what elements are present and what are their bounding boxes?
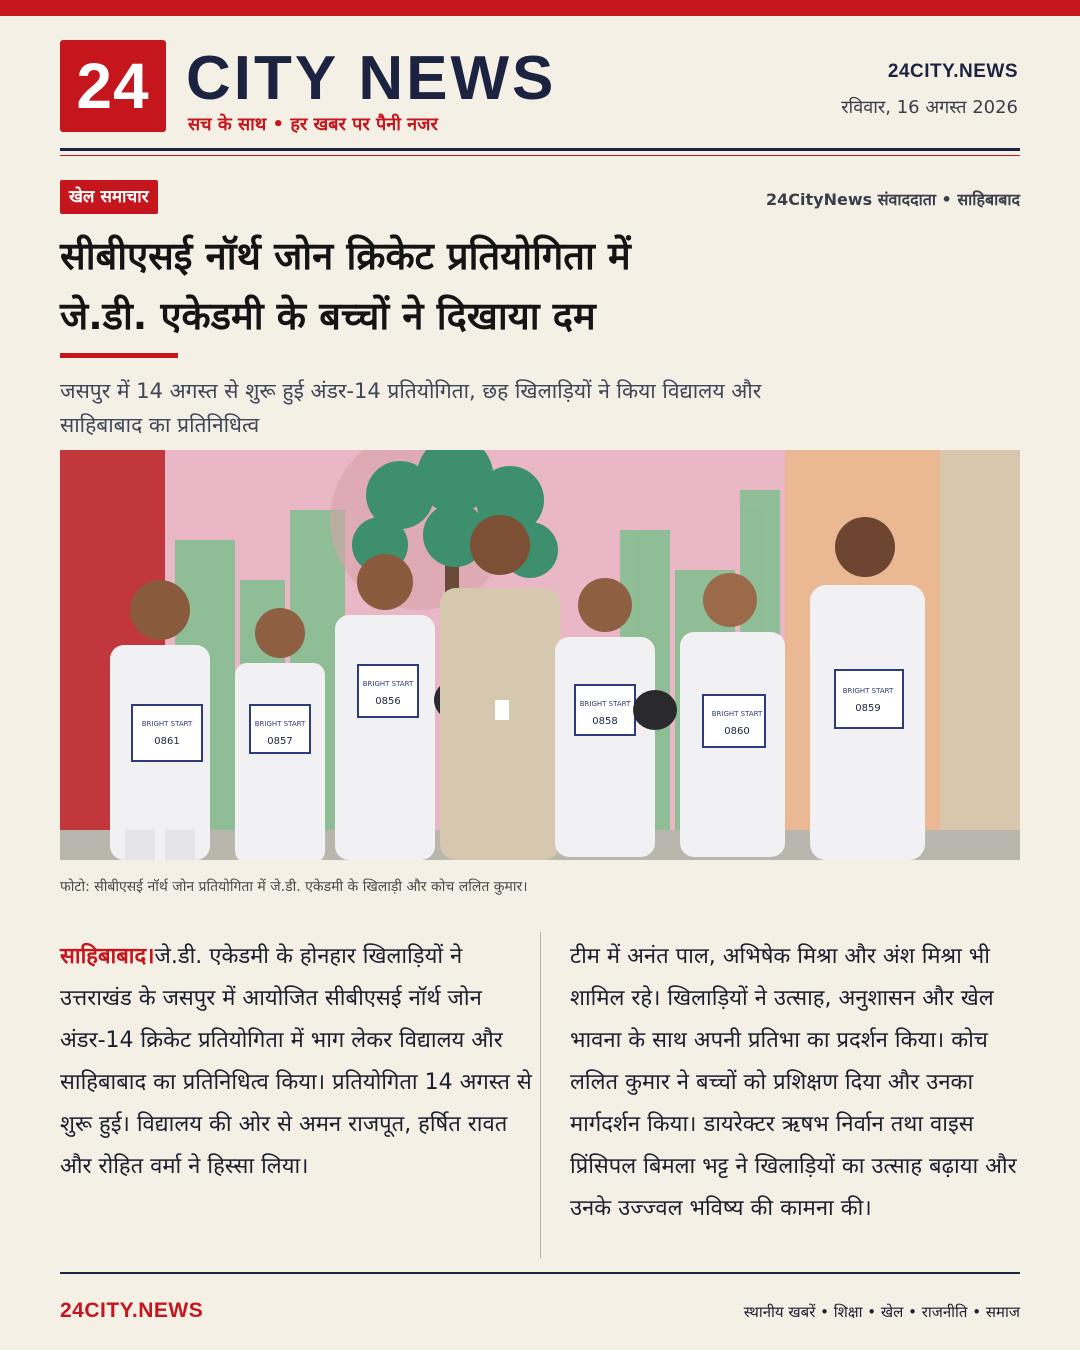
bib-number: 0859 [855, 703, 881, 714]
footer-rule [60, 1272, 1020, 1274]
tagline: सच के साथ • हर खबर पर पैनी नजर [188, 114, 438, 135]
column-2-text: टीम में अनंत पाल, अभिषेक मिश्रा और अंश मिश्रा भी शामिल रहे। खिलाड़ियों ने उत्साह, अनुशासन और खेल भावना के साथ अपनी प्रतिभा का प्रदर्शन किया। कोच ललित कुमार ने बच्चों को प्रशिक्षण दिया और उनका मार्गदर्शन किया। डायरेक्टर ऋषभ निर्वान तथा वाइस प्रिंसिपल बिमला भट्ट ने खिलाड़ियों का उत्साह बढ़ाया और उनके उज्ज्वल भविष्य की कामना की। [570, 944, 1017, 1221]
photo-caption: फोटो: सीबीएसई नॉर्थ जोन प्रतियोगिता में जे.डी. एकेडमी के खिलाड़ी और कोच ललित कुमार। [60, 879, 528, 895]
dateline: साहिबाबाद। [60, 944, 155, 969]
bib-label: BRIGHT START [362, 680, 414, 688]
article-column-2 [570, 936, 1030, 1230]
headline-line-1: सीबीएसई नॉर्थ जोन क्रिकेट प्रतियोगिता में [60, 234, 631, 278]
article-column-1 [60, 936, 536, 1188]
bib-label: BRIGHT START [842, 687, 894, 695]
headline-accent [60, 353, 178, 358]
footer-site-url[interactable]: 24CITY.NEWS [60, 1299, 204, 1322]
bib-label: BRIGHT START [711, 710, 763, 718]
site-url[interactable]: 24CITY.NEWS [887, 61, 1018, 82]
bib-label: BRIGHT START [579, 700, 631, 708]
column-1-text: जे.डी. एकेडमी के होनहार खिलाड़ियों ने उत्तराखंड के जसपुर में आयोजित सीबीएसई नॉर्थ जोन अंडर-14 क्रिकेट प्रतियोगिता में भाग लेकर विद्यालय और साहिबाबाद का प्रतिनिधित्व किया। प्रतियोगिता 14 अगस्त से शुरू हुई। विद्यालय की ओर से अमन राजपूत, हर्षित रावत और रोहित वर्मा ने हिस्सा लिया। [60, 944, 532, 1179]
footer-categories[interactable]: स्थानीय खबरें • शिक्षा • खेल • राजनीति • समाज [743, 1303, 1020, 1321]
bib-number: 0856 [375, 696, 401, 707]
section-badge[interactable]: खेल समाचार [60, 180, 158, 214]
bib-label: BRIGHT START [141, 720, 193, 728]
bib-number: 0861 [154, 736, 180, 747]
team-photo [60, 450, 1020, 860]
bib-label: BRIGHT START [254, 720, 306, 728]
masthead-rule-thin [60, 155, 1020, 156]
byline: 24CityNews संवाददाता • साहिबाबाद [766, 190, 1020, 209]
top-accent-bar [0, 0, 1080, 16]
brand-name: CITY NEWS [186, 44, 557, 113]
column-divider [540, 932, 541, 1258]
deck-summary: जसपुर में 14 अगस्त से शुरू हुई अंडर-14 प्रतियोगिता, छह खिलाड़ियों ने किया विद्यालय और साहिबाबाद का प्रतिनिधित्व [60, 379, 762, 437]
issue-date: रविवार, 16 अगस्त 2026 [841, 97, 1018, 118]
bib-number: 0858 [592, 716, 618, 727]
headline-line-2: जे.डी. एकेडमी के बच्चों ने दिखाया दम [60, 294, 596, 338]
bib-number: 0857 [267, 736, 293, 747]
logo-badge: 24 [60, 40, 166, 132]
masthead-rule [60, 148, 1020, 151]
bib-number: 0860 [724, 726, 750, 737]
